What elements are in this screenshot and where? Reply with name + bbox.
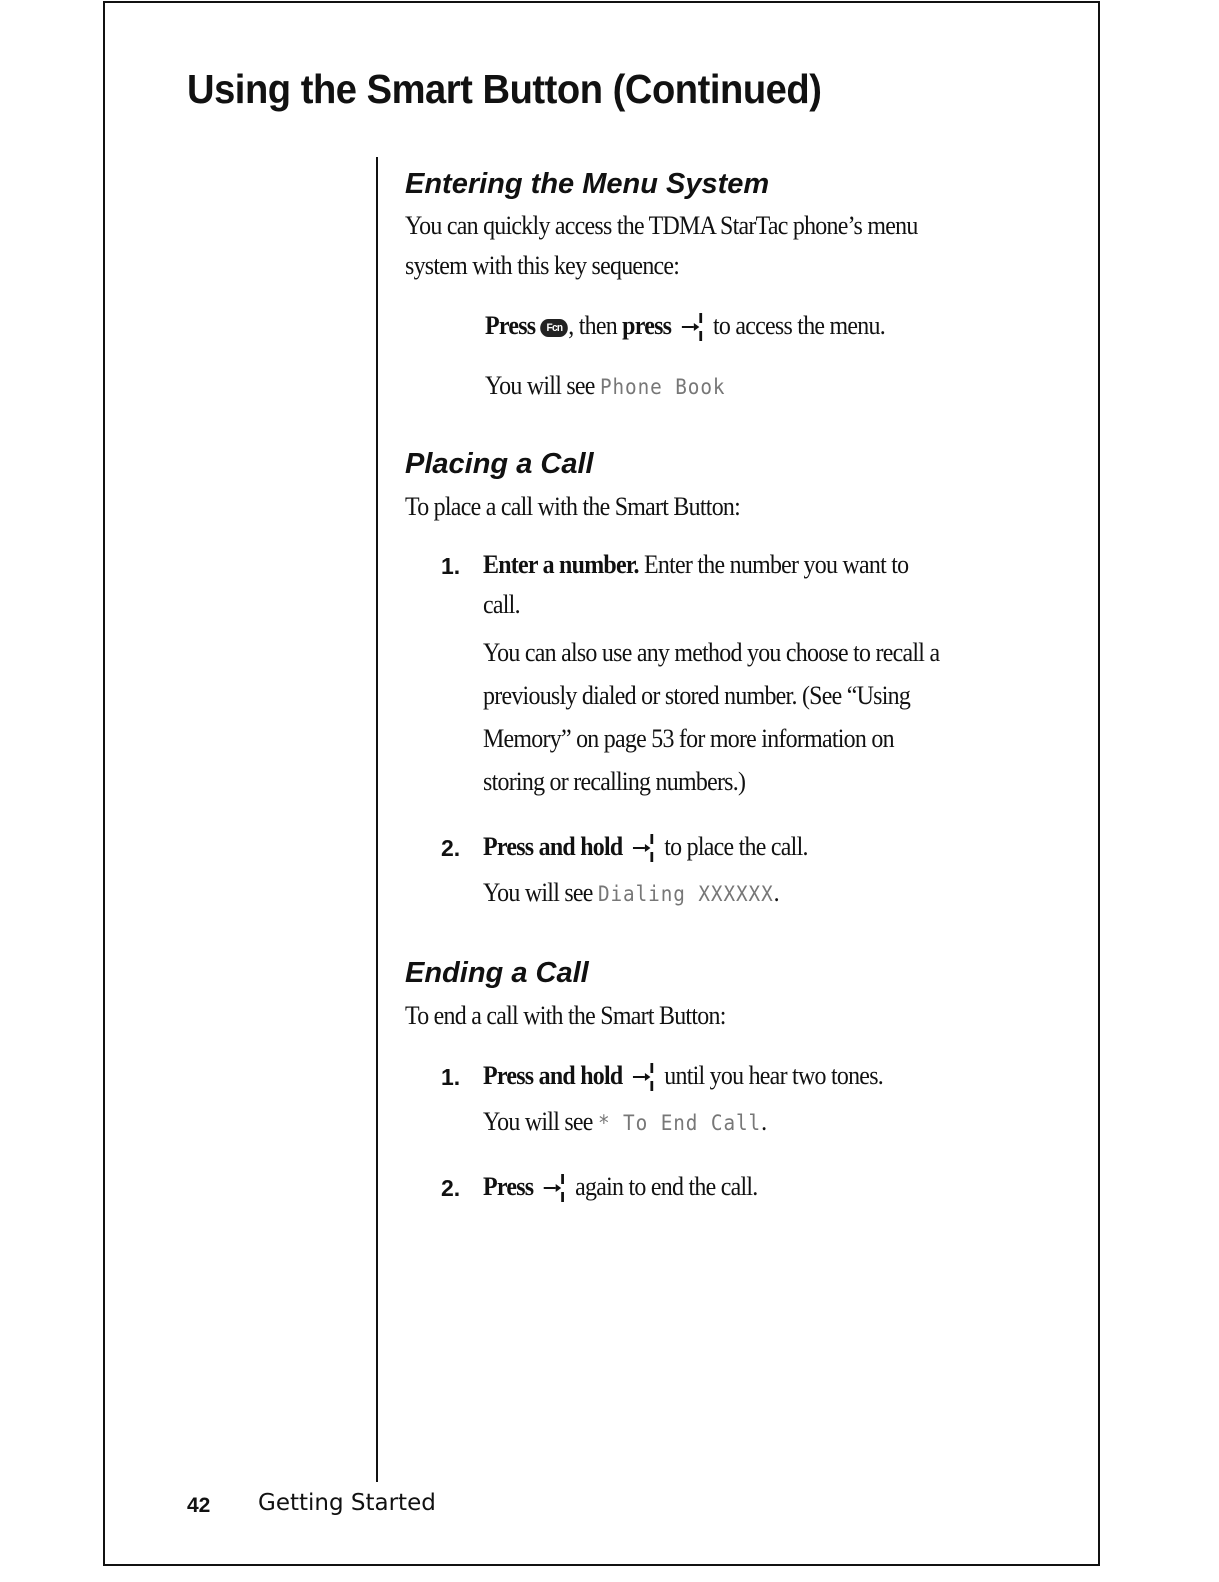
- footer-section-label: Getting Started: [258, 1490, 436, 1516]
- display-text-phone-book: Phone Book: [599, 375, 726, 399]
- note-line-3: Memory” on page 53 for more information on: [483, 724, 894, 753]
- step-bold-label: Enter a number.: [483, 550, 639, 579]
- ending-step-1: [441, 1056, 1025, 1143]
- step-bold-label: Press: [483, 1172, 534, 1201]
- menu-intro-line1: You can quickly access the TDMA StarTac phone’s menu: [405, 211, 918, 240]
- step-text: until you hear two tones.: [664, 1061, 884, 1090]
- ending-step-2: [441, 1167, 1025, 1207]
- step-number: 1.: [441, 553, 461, 579]
- step-bold-label: Press and hold: [483, 1061, 623, 1090]
- press-label: Press: [485, 311, 536, 340]
- note-line-1: You can also use any method you choose to recall a: [483, 638, 940, 667]
- menu-after-text: to access the menu.: [713, 311, 885, 340]
- page-title: Using the Smart Button (Continued): [187, 66, 822, 112]
- then-text: , then: [568, 311, 617, 340]
- menu-instruction: [485, 306, 1074, 346]
- ending-intro: To end a call with the Smart Button:: [405, 1001, 726, 1030]
- section-heading-menu: Entering the Menu System: [405, 168, 770, 200]
- fcn-key-icon: Fcn: [541, 319, 569, 337]
- ending-step-2-text: [483, 1167, 1072, 1207]
- see-prefix: You will see: [483, 878, 593, 907]
- display-text-dialing: Dialing XXXXXX: [597, 882, 774, 906]
- see-prefix: You will see: [485, 371, 595, 400]
- menu-intro-line2: system with this key sequence:: [405, 251, 680, 280]
- step-text: again to end the call.: [575, 1172, 758, 1201]
- placing-step-2-text: [483, 827, 1072, 867]
- step-number: 2.: [441, 835, 461, 861]
- period: .: [761, 1107, 767, 1136]
- smart-button-icon: [680, 310, 704, 344]
- footer-page-number: 42: [187, 1494, 211, 1517]
- ending-step-1-text: [483, 1056, 1072, 1096]
- smart-button-icon: [542, 1171, 566, 1205]
- menu-see: [485, 366, 1074, 407]
- smart-button-icon: [631, 831, 655, 865]
- placing-step-1-text: [483, 545, 1072, 625]
- placing-step-2: [441, 827, 1025, 914]
- ending-see: [483, 1102, 1072, 1143]
- step-text-cont: call.: [483, 590, 520, 619]
- smart-button-icon: [631, 1060, 655, 1094]
- placing-step-1-note: [483, 631, 1072, 803]
- placing-intro: To place a call with the Smart Button:: [405, 492, 741, 521]
- section-heading-placing: Placing a Call: [405, 448, 594, 480]
- step-text: Enter the number you want to: [644, 550, 909, 579]
- column-divider: [376, 157, 378, 1482]
- step-bold-label: Press and hold: [483, 832, 623, 861]
- main-content: [405, 165, 1025, 1207]
- placing-see: [483, 873, 1072, 914]
- section-heading-ending: Ending a Call: [405, 957, 589, 989]
- placing-step-1: [441, 545, 1025, 803]
- period: .: [773, 878, 779, 907]
- see-prefix: You will see: [483, 1107, 593, 1136]
- menu-intro: [405, 206, 994, 286]
- note-line-2: previously dialed or stored number. (See “Using: [483, 681, 911, 710]
- step-text: to place the call.: [664, 832, 808, 861]
- step-number: 1.: [441, 1064, 461, 1090]
- press-label-2: press: [622, 311, 672, 340]
- note-line-4: storing or recalling numbers.): [483, 767, 746, 796]
- display-text-end-call: * To End Call: [597, 1111, 762, 1135]
- step-number: 2.: [441, 1175, 461, 1201]
